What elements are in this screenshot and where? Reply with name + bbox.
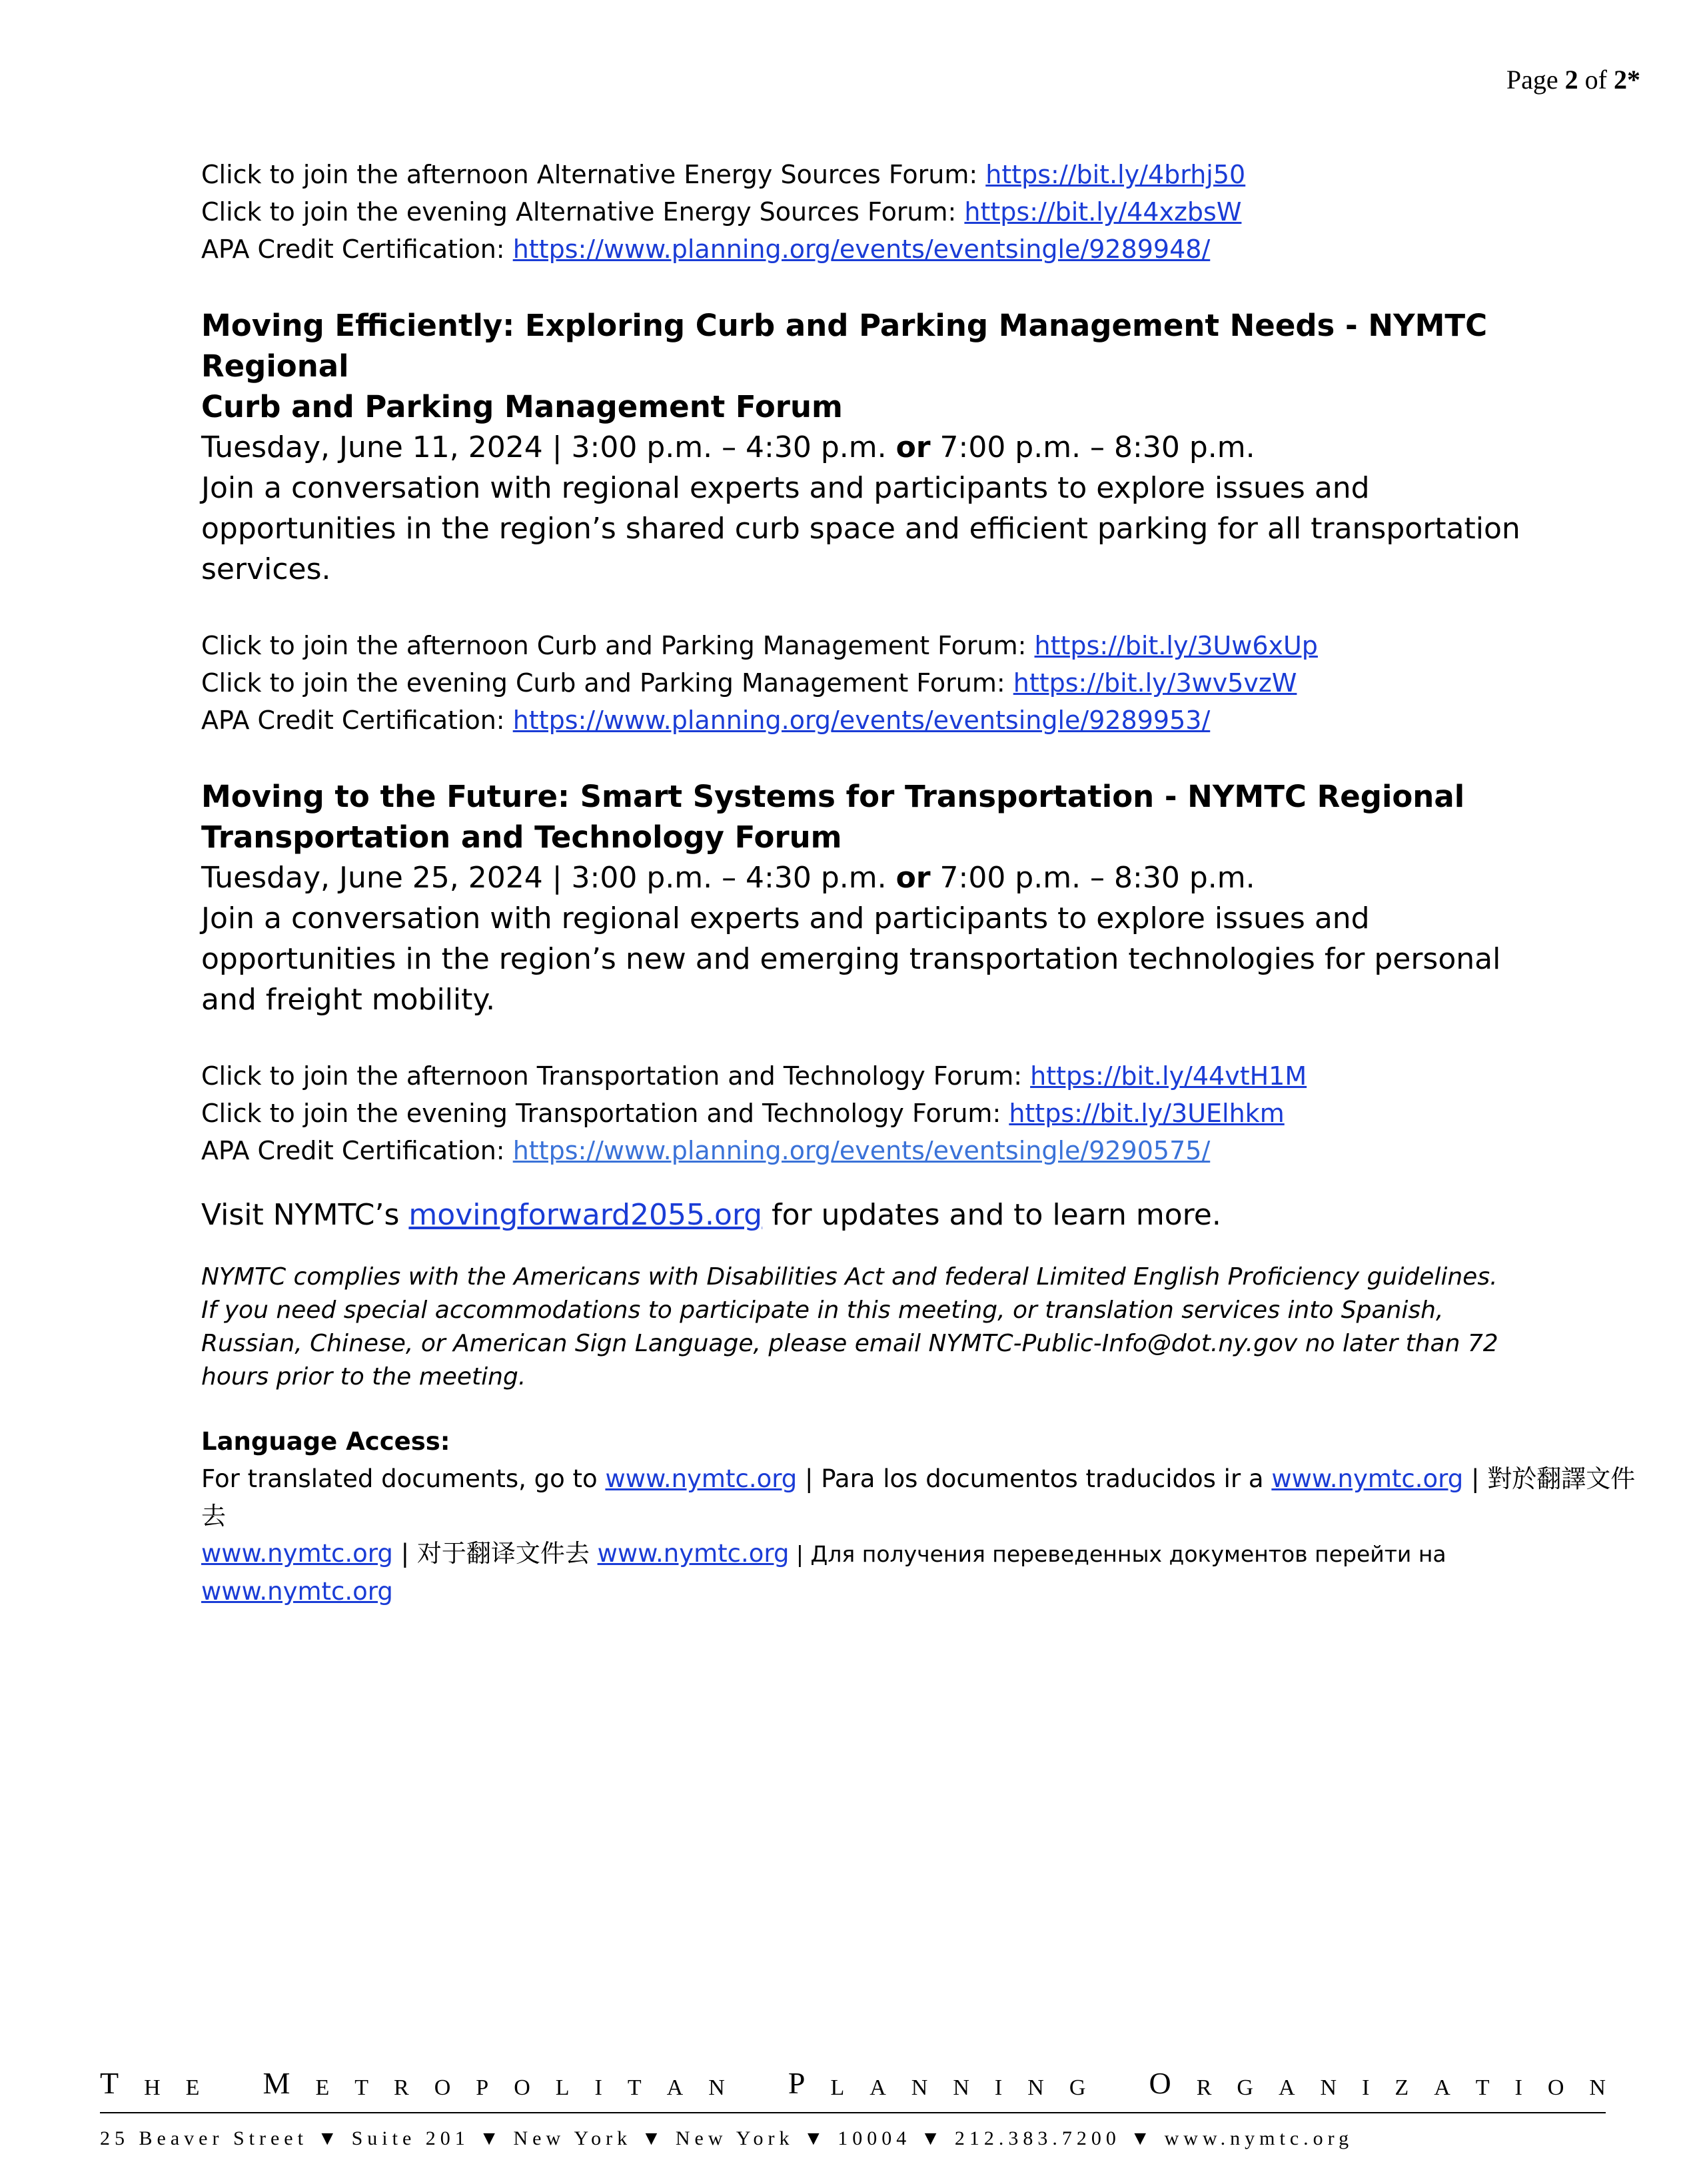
tech-apa-label: APA Credit Certification:: [201, 1136, 513, 1165]
language-line2: [201, 1535, 1640, 1610]
lang-link5[interactable]: www.nymtc.org: [201, 1577, 393, 1606]
ada-line1: NYMTC complies with the Americans with Disabilities Act and federal Limited English Proficiency guidelines.: [201, 1263, 1498, 1291]
curb-forum-title-line1: Moving Efficiently: Exploring Curb and Parking Management Needs - NYMTC Regional: [201, 308, 1488, 384]
curb-forum-section: [201, 305, 1640, 739]
page-number-middle: of: [1578, 65, 1614, 95]
curb-apa-line: [201, 702, 1640, 739]
tech-evening-link[interactable]: https://bit.ly/3UElhkm: [1009, 1099, 1285, 1128]
tech-date-or: or: [895, 861, 931, 895]
footer-title-letter: I: [1362, 2075, 1370, 2100]
lang-link3[interactable]: www.nymtc.org: [201, 1539, 393, 1568]
footer-title-letter: O: [1149, 2066, 1171, 2100]
curb-evening-link[interactable]: https://bit.ly/3wv5vzW: [1013, 668, 1297, 698]
tech-date-first: Tuesday, June 25, 2024 | 3:00 p.m. – 4:30 p.m.: [201, 861, 896, 895]
footer-title-letter: G: [1237, 2075, 1253, 2100]
alt-energy-evening-label: Click to join the evening Alternative Energy Sources Forum:: [201, 197, 965, 227]
footer-title-letter: A: [666, 2075, 684, 2100]
tech-evening-line: [201, 1095, 1640, 1132]
lang-link4[interactable]: www.nymtc.org: [597, 1539, 790, 1568]
curb-afternoon-link[interactable]: https://bit.ly/3Uw6xUp: [1034, 631, 1318, 660]
language-line1: [201, 1460, 1640, 1535]
alt-energy-evening-line: [201, 193, 1640, 231]
curb-date-second: 7:00 p.m. – 8:30 p.m.: [930, 430, 1255, 464]
footer-title-letter: Z: [1395, 2075, 1409, 2100]
footer-title-letter: M: [263, 2066, 290, 2100]
curb-forum-title-line2: Curb and Parking Management Forum: [201, 389, 843, 424]
curb-forum-links: [201, 627, 1640, 739]
footer-title-word: [263, 2065, 725, 2101]
tech-desc-line1: Join a conversation with regional experts and participants to explore issues and: [201, 901, 1370, 935]
alt-energy-evening-link[interactable]: https://bit.ly/44xzbsW: [964, 197, 1242, 227]
visit-suffix: for updates and to learn more.: [762, 1198, 1221, 1232]
footer-title-letter: H: [144, 2075, 161, 2100]
footer-title-letter: N: [1027, 2075, 1044, 2100]
footer-title-letter: I: [994, 2075, 1003, 2100]
ada-line4: hours prior to the meeting.: [201, 1363, 526, 1390]
footer-title-letter: N: [911, 2075, 928, 2100]
alt-energy-apa-label: APA Credit Certification:: [201, 235, 513, 264]
document-body: [201, 156, 1640, 1610]
tech-afternoon-label: Click to join the afternoon Transportation and Technology Forum:: [201, 1061, 1031, 1091]
tech-forum-section: [201, 776, 1640, 1169]
tech-afternoon-line: [201, 1057, 1640, 1095]
lang-text4: | 对于翻译文件去: [392, 1539, 598, 1568]
footer-divider: [100, 2112, 1606, 2113]
footer-title-letter: N: [1589, 2075, 1606, 2100]
footer-address: 25 Beaver Street ▼ Suite 201 ▼ New York ▼ New York ▼ 10004 ▼ 212.383.7200 ▼ www.nymtc.org: [100, 2127, 1354, 2149]
page-number-prefix: Page: [1506, 65, 1565, 95]
footer-title-letter: R: [394, 2075, 409, 2100]
visit-prefix: Visit NYMTC’s: [201, 1198, 409, 1232]
language-access-heading: Language Access:: [201, 1427, 450, 1456]
tech-forum-title-line2: Transportation and Technology Forum: [201, 819, 842, 855]
alt-energy-apa-line: [201, 231, 1640, 268]
alt-energy-afternoon-line: [201, 156, 1640, 193]
ada-line2: If you need special accommodations to participate in this meeting, or translation services into Spanish,: [201, 1297, 1444, 1324]
tech-desc-line2: opportunities in the region’s new and emerging transportation technologies for personal: [201, 942, 1501, 976]
tech-apa-line: [201, 1132, 1640, 1169]
tech-forum-date: [201, 857, 1640, 898]
curb-forum-title: [201, 305, 1640, 427]
footer-title-letter: A: [869, 2075, 886, 2100]
tech-forum-links: [201, 1057, 1640, 1169]
footer-title-letter: L: [830, 2075, 845, 2100]
footer-title-letter: R: [1196, 2075, 1212, 2100]
lang-text5: | Для получения переведенных документов перейти на: [789, 1541, 1446, 1567]
tech-desc-line3: and freight mobility.: [201, 983, 496, 1017]
tech-evening-label: Click to join the evening Transportation and Technology Forum:: [201, 1099, 1009, 1128]
footer-title-letter: O: [514, 2075, 530, 2100]
footer-title-letter: P: [788, 2066, 806, 2100]
footer-title-letter: P: [476, 2075, 489, 2100]
tech-date-second: 7:00 p.m. – 8:30 p.m.: [930, 861, 1255, 895]
curb-afternoon-label: Click to join the afternoon Curb and Parking Management Forum:: [201, 631, 1035, 660]
alt-energy-apa-link[interactable]: https://www.planning.org/events/eventsingle/9289948/: [512, 235, 1211, 264]
curb-forum-date: [201, 427, 1640, 468]
footer-title-word: [1149, 2065, 1606, 2101]
footer-title-letter: T: [627, 2075, 642, 2100]
footer-title-letter: G: [1069, 2075, 1086, 2100]
curb-apa-link[interactable]: https://www.planning.org/events/eventsingle/9289953/: [512, 706, 1211, 735]
page-number: [1506, 64, 1640, 95]
curb-desc-line3: services.: [201, 552, 331, 586]
curb-evening-line: [201, 664, 1640, 702]
footer-title-letter: T: [354, 2075, 369, 2100]
footer-title-letter: N: [953, 2075, 969, 2100]
footer-title-letter: L: [555, 2075, 570, 2100]
alt-energy-afternoon-link[interactable]: https://bit.ly/4brhj50: [985, 160, 1246, 189]
lang-text3: | 對於翻譯文件去: [201, 1464, 1636, 1530]
footer-title-letter: A: [1434, 2075, 1450, 2100]
footer-title-word: [788, 2065, 1086, 2101]
visit-line: [201, 1195, 1640, 1235]
language-access: [201, 1423, 1640, 1610]
curb-date-or: or: [895, 430, 931, 464]
ada-line3: Russian, Chinese, or American Sign Language, please email NYMTC-Public-Info@dot.ny.gov no later than 72: [201, 1330, 1498, 1357]
ada-notice: [201, 1261, 1640, 1394]
tech-apa-link[interactable]: https://www.planning.org/events/eventsingle/9290575/: [512, 1136, 1211, 1165]
lang-text2: | Para los documentos traducidos ir a: [797, 1464, 1272, 1493]
tech-forum-title: [201, 776, 1640, 857]
footer-title-word: [100, 2065, 199, 2101]
footer-title-letter: T: [100, 2066, 119, 2100]
footer-title-letter: N: [1320, 2075, 1337, 2100]
footer-title-letter: E: [315, 2075, 330, 2100]
lang-text1: For translated documents, go to: [201, 1464, 606, 1493]
page-number-current: 2: [1564, 65, 1578, 95]
curb-evening-label: Click to join the evening Curb and Parking Management Forum:: [201, 668, 1013, 698]
curb-afternoon-line: [201, 627, 1640, 664]
footer-title-letter: O: [1547, 2075, 1564, 2100]
footer-title-letter: I: [1514, 2075, 1522, 2100]
lang-link1[interactable]: www.nymtc.org: [605, 1464, 798, 1493]
footer-title-letter: N: [708, 2075, 725, 2100]
tech-forum-description: [201, 898, 1640, 1020]
page-number-total: 2*: [1614, 65, 1640, 95]
alt-energy-links: [201, 156, 1640, 268]
curb-desc-line1: Join a conversation with regional experts and participants to explore issues and: [201, 471, 1370, 505]
lang-link2[interactable]: www.nymtc.org: [1271, 1464, 1464, 1493]
curb-date-first: Tuesday, June 11, 2024 | 3:00 p.m. – 4:30 p.m.: [201, 430, 896, 464]
curb-desc-line2: opportunities in the region’s shared curb space and efficient parking for all transportation: [201, 512, 1520, 546]
curb-apa-label: APA Credit Certification:: [201, 706, 513, 735]
alt-energy-afternoon-label: Click to join the afternoon Alternative Energy Sources Forum:: [201, 160, 986, 189]
footer-title-letter: T: [1475, 2075, 1490, 2100]
curb-forum-description: [201, 468, 1640, 590]
tech-afternoon-link[interactable]: https://bit.ly/44vtH1M: [1030, 1061, 1307, 1091]
footer-org-name: [100, 2065, 1606, 2101]
visit-link[interactable]: movingforward2055.org: [408, 1198, 763, 1232]
footer-title-letter: A: [1278, 2075, 1295, 2100]
footer-title-letter: I: [594, 2075, 602, 2100]
tech-forum-title-line1: Moving to the Future: Smart Systems for Transportation - NYMTC Regional: [201, 779, 1465, 814]
footer-title-letter: O: [434, 2075, 451, 2100]
footer-title-letter: E: [185, 2075, 200, 2100]
